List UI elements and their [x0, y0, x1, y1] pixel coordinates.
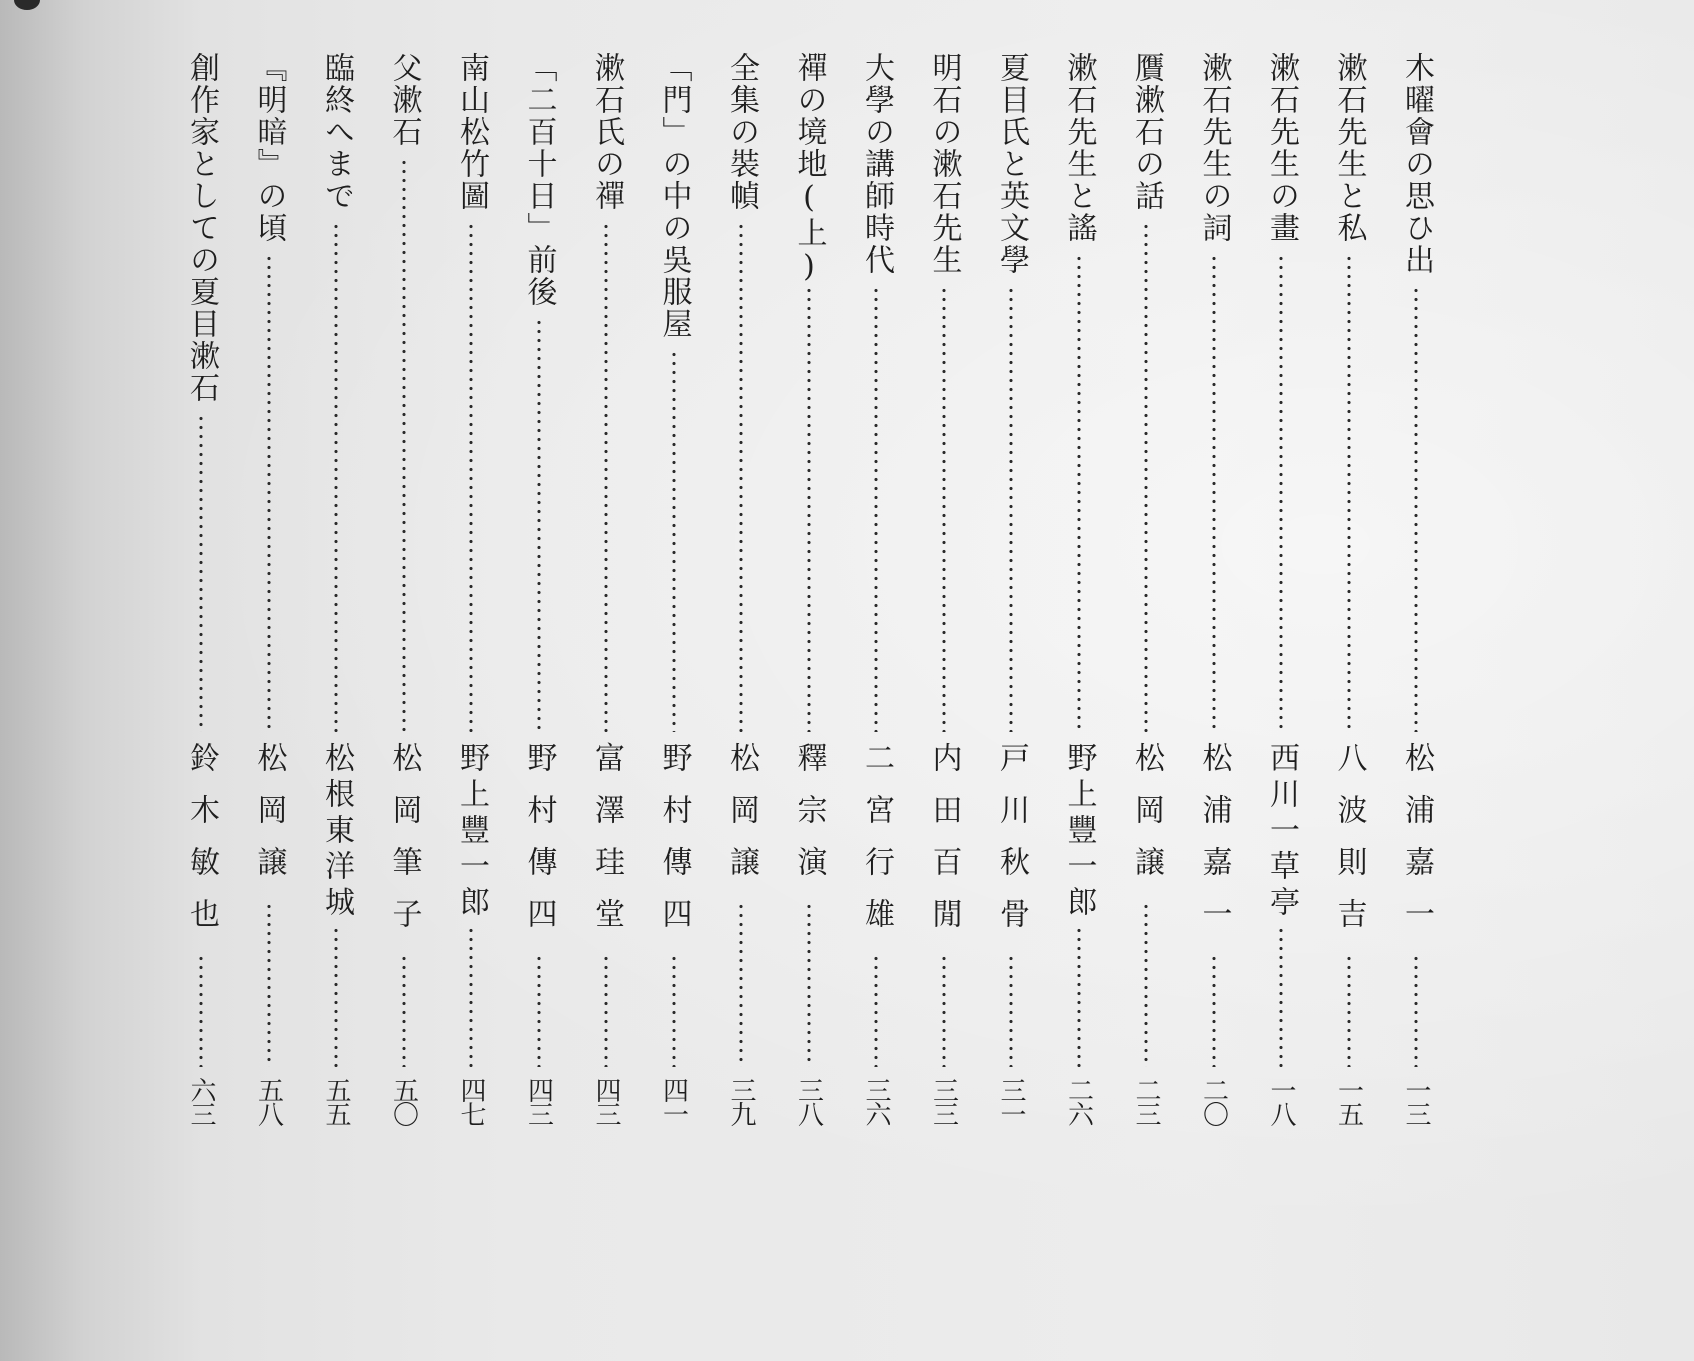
leader-dots [604, 222, 608, 732]
toc-entry [443, 52, 499, 1174]
entry-title: 夏目氏と英文學 [994, 52, 1029, 276]
entry-page-number: 四三 [591, 1077, 621, 1125]
entry-title: 南山松竹圖 [454, 52, 489, 212]
entry-author: 松岡譲 [724, 742, 759, 898]
toc-entry [1118, 52, 1174, 1174]
entry-page-number: 四七 [456, 1077, 486, 1125]
entry-title: 「門」の中の吳服屋 [656, 52, 692, 340]
toc-entry [511, 52, 567, 1174]
toc-entry [781, 52, 837, 1174]
toc-entry [308, 52, 364, 1174]
leader-dots [469, 926, 473, 1067]
leader-dots [334, 926, 338, 1067]
toc-entry [713, 52, 769, 1174]
entry-author: 富澤珪堂 [589, 742, 624, 950]
leader-dots [874, 286, 878, 732]
entry-author: 二宮行雄 [859, 742, 894, 950]
entry-page-number: 四一 [658, 1077, 689, 1125]
entry-author: 西川一草亭 [1264, 742, 1299, 922]
entry-page-number: 三九 [726, 1077, 756, 1125]
entry-title: 木曜會の思ひ出 [1399, 52, 1434, 276]
entry-title: 漱石先生と謠 [1061, 52, 1097, 244]
entry-title: 漱石氏の禪 [589, 52, 624, 212]
leader-dots [604, 954, 608, 1067]
entry-page-number: 三六 [861, 1077, 891, 1125]
entry-title: 漱石先生の畫 [1264, 52, 1299, 244]
leader-dots [1347, 954, 1351, 1067]
entry-author: 松浦嘉一 [1196, 742, 1232, 950]
leader-dots [1077, 254, 1081, 732]
toc-entry [578, 52, 634, 1174]
entry-author: 松岡譲 [1129, 742, 1164, 898]
leader-dots [199, 954, 203, 1067]
toc-entry [173, 52, 229, 1174]
entry-page-number: 三八 [793, 1077, 824, 1125]
toc-entry [1186, 52, 1242, 1174]
leader-dots [1009, 286, 1013, 732]
entry-page-number: 六三 [186, 1077, 216, 1125]
entry-title: 禪の境地(上) [791, 52, 827, 286]
leader-dots [672, 954, 676, 1067]
entry-author: 野上豐一郎 [454, 742, 489, 922]
toc-entry [1051, 52, 1107, 1174]
entry-author: 松浦嘉一 [1399, 742, 1434, 950]
entry-page-number: 五八 [253, 1077, 284, 1125]
leader-dots [672, 350, 676, 732]
leader-dots [1279, 254, 1283, 732]
leader-dots [1144, 222, 1148, 732]
leader-dots [739, 902, 743, 1067]
toc-entry [241, 52, 297, 1174]
toc-entry [376, 52, 432, 1174]
entry-author: 松岡筆子 [386, 742, 422, 950]
leader-dots [469, 222, 473, 732]
leader-dots [199, 414, 203, 732]
entry-author: 釋宗演 [791, 742, 827, 898]
entry-title: 漱石先生の詞 [1196, 52, 1232, 244]
entry-page-number: 二〇 [1198, 1077, 1229, 1125]
entry-page-number: 二六 [1063, 1077, 1094, 1125]
toc-entry [1321, 52, 1377, 1174]
leader-dots [739, 222, 743, 732]
entry-author: 野村傳四 [521, 742, 557, 950]
leader-dots [1212, 954, 1216, 1067]
toc-entry [848, 52, 904, 1174]
entry-author: 野上豐一郎 [1061, 742, 1097, 922]
entry-title: 創作家としての夏目漱石 [184, 52, 219, 404]
leader-dots [942, 954, 946, 1067]
leader-dots [537, 318, 541, 732]
leader-dots [807, 286, 811, 732]
toc-entry [983, 52, 1039, 1174]
entry-title: 大學の講師時代 [859, 52, 894, 276]
leader-dots [402, 954, 406, 1067]
entry-title: 贋漱石の話 [1129, 52, 1164, 212]
leader-dots [807, 902, 811, 1067]
entry-title: 臨終へまで [319, 52, 354, 212]
entry-page-number: 二三 [1131, 1077, 1161, 1125]
entry-author: 鈴木敏也 [184, 742, 219, 950]
leader-dots [537, 954, 541, 1067]
entry-page-number: 一五 [1333, 1077, 1364, 1125]
leader-dots [1414, 954, 1418, 1067]
leader-dots [267, 254, 271, 732]
entry-title: 漱石先生と私 [1331, 52, 1367, 244]
entry-page-number: 三三 [928, 1077, 959, 1125]
leader-dots [1009, 954, 1013, 1067]
leader-dots [1347, 254, 1351, 732]
entry-author: 戸川秋骨 [994, 742, 1029, 950]
entry-title: 明石の漱石先生 [926, 52, 962, 276]
entry-title: 父漱石 [386, 52, 422, 148]
leader-dots [874, 954, 878, 1067]
leader-dots [1144, 902, 1148, 1067]
entry-title: 「二百十日」前後 [521, 52, 557, 308]
entry-author: 松岡譲 [251, 742, 287, 898]
entry-author: 松根東洋城 [319, 742, 354, 922]
leader-dots [334, 222, 338, 732]
leader-dots [1212, 254, 1216, 732]
entry-page-number: 五〇 [388, 1077, 419, 1125]
leader-dots [1077, 926, 1081, 1067]
entry-author: 野村傳四 [656, 742, 692, 950]
toc-entry [1253, 52, 1309, 1174]
entry-page-number: 四三 [523, 1077, 554, 1125]
leader-dots [402, 158, 406, 732]
entry-author: 内田百閒 [926, 742, 962, 950]
entry-page-number: 三一 [996, 1077, 1026, 1125]
toc-entry [646, 52, 702, 1174]
entry-page-number: 一三 [1401, 1077, 1431, 1125]
leader-dots [942, 286, 946, 732]
entry-author: 八波則吉 [1331, 742, 1367, 950]
entry-page-number: 五五 [321, 1077, 351, 1125]
entry-title: 全集の裝幀 [724, 52, 759, 212]
toc-entry [1388, 52, 1444, 1174]
leader-dots [1279, 926, 1283, 1067]
entry-title: 『明暗』の頃 [251, 52, 287, 244]
leader-dots [1414, 286, 1418, 732]
entry-page-number: 一八 [1266, 1077, 1296, 1125]
toc-entry [916, 52, 972, 1174]
leader-dots [267, 902, 271, 1067]
